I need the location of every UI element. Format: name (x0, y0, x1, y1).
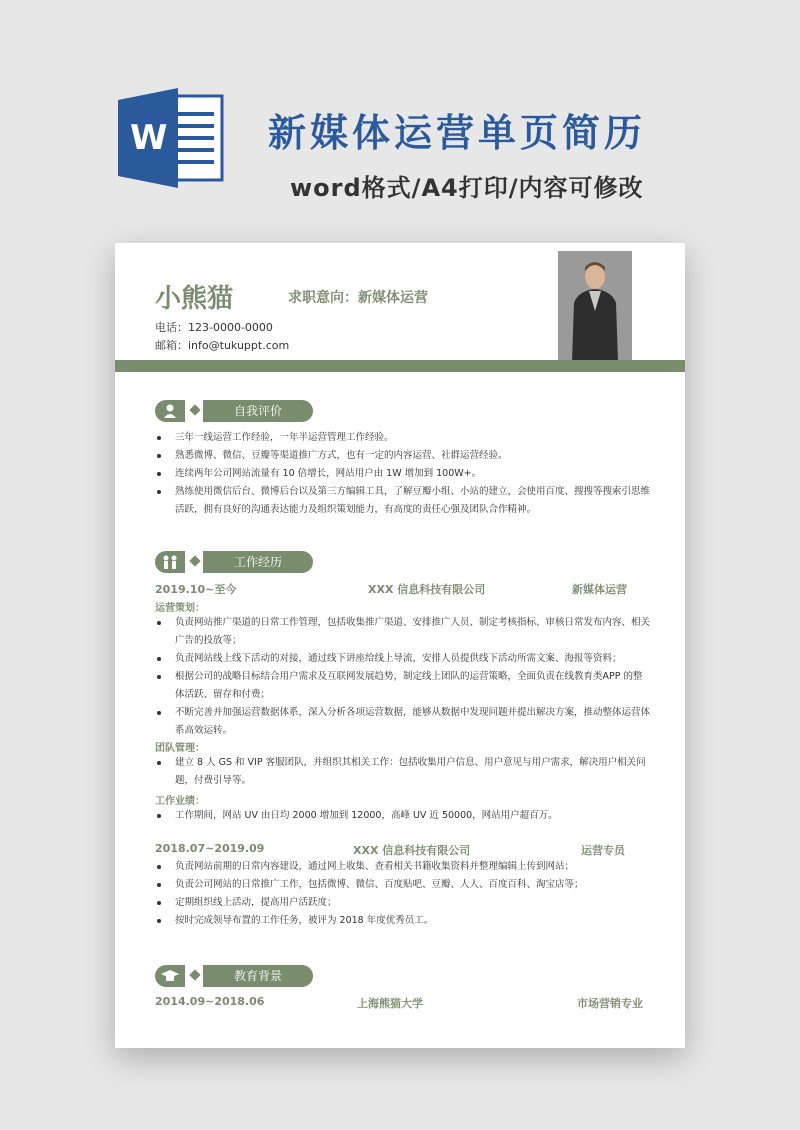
list-item: 连续两年公司网站流量有 10 倍增长，网站用户由 1W 增加到 100W+。 (155, 465, 650, 483)
list-item: 定期组织线上活动，提高用户活跃度； (155, 894, 650, 912)
person-icon (155, 400, 185, 422)
word-icon-letter: W (130, 118, 168, 158)
diamond-icon (189, 969, 200, 980)
people-icon (155, 551, 185, 573)
list-item: 熟悉微博、微信、豆瓣等渠道推广方式，也有一定的内容运营、社群运营经验。 (155, 447, 650, 465)
email: 邮箱：info@tukuppt.com (155, 339, 290, 352)
subheading: 团队管理： (155, 743, 205, 754)
edu-period: 2014.09~2018.06 (155, 995, 265, 1008)
resume-page (115, 243, 685, 1048)
achievement-list (155, 807, 650, 825)
section-title: 自我评价 (203, 400, 313, 422)
banner-title: 新媒体运营单页简历 (268, 111, 647, 155)
education-row (155, 995, 645, 1011)
diamond-icon (189, 555, 200, 566)
section-title: 工作经历 (203, 551, 313, 573)
job-company: XXX 信息科技有限公司 (368, 583, 486, 596)
edu-major: 市场营销专业 (577, 997, 643, 1010)
section-title: 教育背景 (203, 965, 313, 987)
list-item: 建立 8 人 GS 和 VIP 客服团队，并组织其相关工作：包括收集用户信息、用户意见与用户需求，解决用户相关问题，付费引导等。 (155, 754, 650, 790)
job-intent: 求职意向：新媒体运营 (288, 290, 428, 306)
subheading: 工作业绩： (155, 796, 205, 807)
profile-photo (558, 251, 632, 362)
section-self-evaluation (155, 400, 315, 422)
list-item: 工作期间，网站 UV 由日均 2000 增加到 12000，高峰 UV 近 50000，网站用户超百万。 (155, 807, 650, 825)
job-role: 运营专员 (581, 844, 625, 857)
job2-duties-list (155, 858, 650, 930)
subheading: 运营策划： (155, 603, 205, 614)
diamond-icon (189, 404, 200, 415)
job-duties-list (155, 614, 650, 740)
job-role: 新媒体运营 (572, 583, 627, 596)
job-period: 2019.10~至今 (155, 583, 237, 596)
list-item: 负责公司网站的日常推广工作，包括微博、微信、百度贴吧、豆瓣、人人、百度百科、淘宝店等； (155, 876, 650, 894)
list-item: 根据公司的战略目标结合用户需求及互联网发展趋势，制定线上团队的运营策略，全面负责在线教育类APP 的整体活跃、留存和付费； (155, 668, 650, 704)
job-period: 2018.07~2019.09 (155, 842, 265, 855)
job-row (155, 581, 645, 597)
list-item: 负责网站推广渠道的日常工作管理，包括收集推广渠道、安排推广人员、制定考核指标、审核日常发布内容、相关广告的投放等； (155, 614, 650, 650)
list-item: 负责网站线上线下活动的对接，通过线下讲座给线上导流，安排人员提供线下活动所需文案、海报等资料； (155, 650, 650, 668)
header-divider (115, 360, 685, 372)
banner-subtitle: word格式/A4打印/内容可修改 (290, 174, 644, 202)
word-icon (118, 88, 226, 188)
list-item: 三年一线运营工作经验，一年半运营管理工作经验。 (155, 429, 650, 447)
list-item: 熟练使用微信后台、微博后台以及第三方编辑工具，了解豆瓣小组、小站的建立，会使用百度、搜搜等搜索引思维活跃，拥有良好的沟通表达能力及组织策划能力，有高度的责任心强及团队合作精神。 (155, 483, 650, 519)
candidate-name: 小熊猫 (155, 284, 234, 314)
team-list (155, 754, 650, 790)
self-evaluation-list (155, 429, 650, 519)
list-item: 不断完善并加强运营数据体系，深入分析各项运营数据，能够从数据中发现问题并提出解决方案，推动整体运营体系高效运转。 (155, 704, 650, 740)
phone: 电话：123-0000-0000 (155, 321, 273, 334)
list-item: 负责网站前期的日常内容建设，通过网上收集、查看相关书籍收集资料并整理编辑上传到网站； (155, 858, 650, 876)
edu-school: 上海熊猫大学 (357, 997, 423, 1010)
list-item: 按时完成领导布置的工作任务，被评为 2018 年度优秀员工。 (155, 912, 650, 930)
graduation-cap-icon (155, 965, 185, 987)
job-company: XXX 信息科技有限公司 (353, 844, 471, 857)
section-education (155, 965, 315, 987)
section-work-experience (155, 551, 315, 573)
job-row (155, 842, 645, 858)
